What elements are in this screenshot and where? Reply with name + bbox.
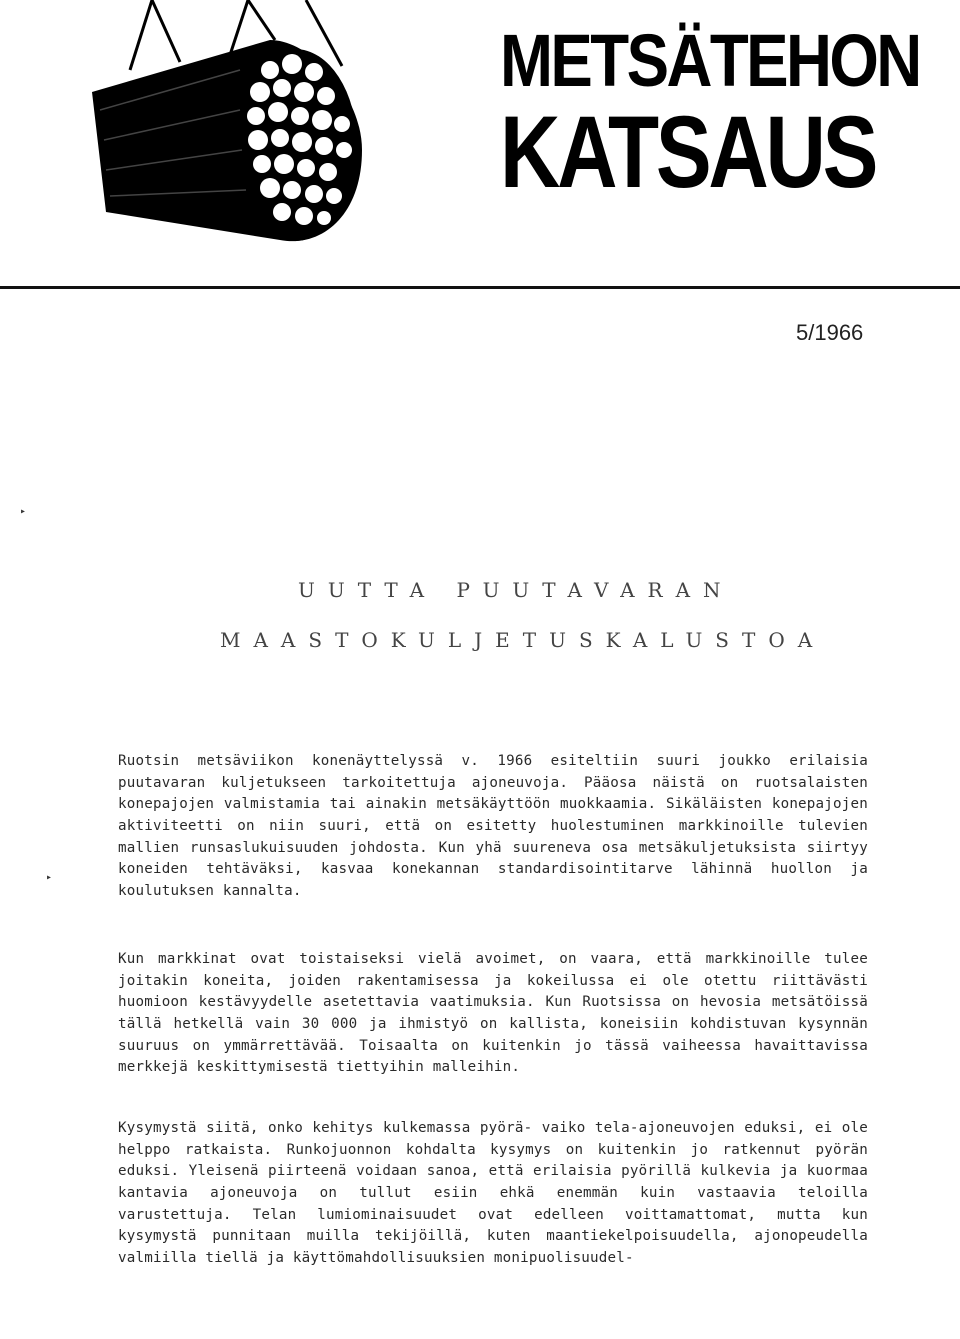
paragraph-1: Ruotsin metsäviikon konenäyttelyssä v. 1966 esiteltiin suuri joukko erilaisia puutavaran kuljetukseen tarkoitettuja ajoneuvoja. Pääosa näistä on ruotsalaisten konepajojen valmistamia tai ainakin metsäkäyttöön muokkaamia. Sikäläisten konepajojen aktiviteetti on niin suuri, että on esitetty huolestuminen markkinoille tulevien mallien runsaslukuisuuden johdosta. Kun yhä suureneva osa metsäkuljetuksista siirtyy koneiden tehtäväksi, kasvaa konekannan standardisointitarve lähinnä huollon ja koulutuksen kannalta. — [118, 753, 868, 899]
scan-speck: ▸ — [20, 506, 27, 517]
article-title-line-2: MAASTOKULJETUSKALUSTOA — [220, 628, 826, 652]
masthead — [500, 19, 920, 210]
hanging-log-bundle-icon — [70, 0, 370, 258]
header-divider — [0, 286, 960, 289]
paragraph-2: Kun markkinat ovat toistaiseksi vielä avoimet, on vaara, että markkinoille tulee joitakin koneita, joiden rakentamisessa ja kokeilussa ei ole otettu riittävästi huomioon kestävyydelle asetettavia vaatimuksia. Kun Ruotsissa on hevosia metsätöissä tällä hetkellä vain 30 000 ja ihmistyö on kallista, koneisiin kohdistuvan kysynnän suuruus on ymmärrettävää. Toisaalta on kuitenkin jo tässä vaiheessa havaittavissa merkkejä keskittymisestä tiettyihin malleihin. — [118, 951, 868, 1076]
paragraph-3: Kysymystä siitä, onko kehitys kulkemassa pyörä- vaiko tela-ajoneuvojen eduksi, ei ole helppo ratkaista. Runkojuonnon kohdalta kysymys on kuitenkin jo ratkennut pyörän eduksi. Yleisenä piirteenä voidaan sanoa, että erilaisia pyörillä kulkevia ja kuormaa kantavia ajoneuvoja on tullut esiin ehkä enemmän kuin vastaavia teloilla varustettuja. Telan lumiominaisuudet ovat edelleen voittamattomat, mutta kun kysymystä punnitaan muilla tekijöillä, kuten maantiekelpoisuudella, ajonopeudella valmiilla tiellä ja käyttömahdollisuuksien monipuolisuudel- — [118, 1120, 868, 1266]
scan-speck: ▸ — [46, 872, 53, 883]
masthead-line-2: KATSAUS — [500, 95, 876, 210]
article-title-line-1: UUTTA PUUTAVARAN — [298, 578, 734, 602]
issue-number: 5/1966 — [796, 320, 864, 345]
masthead-line-1: METSÄTEHON — [500, 19, 920, 102]
